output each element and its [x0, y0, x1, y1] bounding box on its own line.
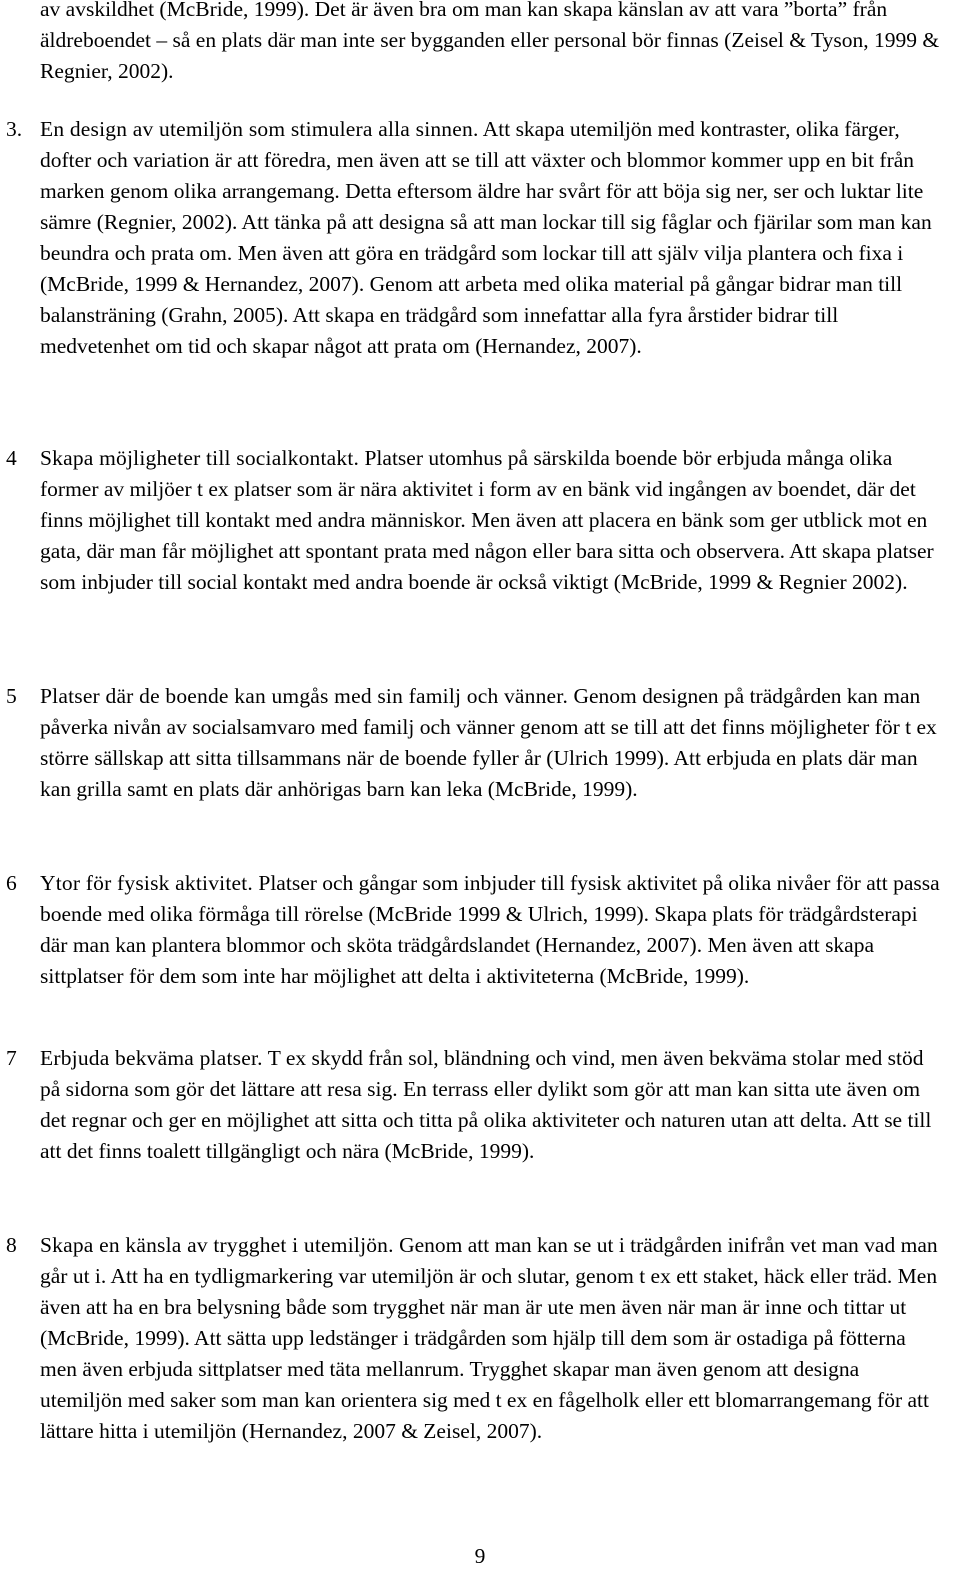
- list-item-body: [40, 1230, 940, 1447]
- list-item-8: [6, 1230, 940, 1447]
- list-item-text: Platser utomhus på särskilda boende bör erbjuda många olika former av miljöer t ex platser som är nära aktivitet i form av en bänk vid ingången av boendet, där det finns möjlighet till kontakt med andra människor. Men även att placera en bänk som ger utblick mot en gata, där man får möjlighet att spontant prata med någon eller bara sitta och observera. Att skapa platser som inbjuder till social kontakt med andra boende är också viktigt (McBride, 1999 & Regnier 2002).: [40, 446, 934, 594]
- list-item-3: [6, 114, 940, 362]
- list-item-heading: Skapa möjligheter till socialkontakt.: [40, 446, 360, 470]
- list-item-4: [6, 443, 940, 598]
- list-item-body: [40, 681, 940, 805]
- list-item-text: Genom att man kan se ut i trädgården inifrån vet man vad man går ut i. Att ha en tydligmarkering var utemiljön är och slutar, genom t ex ett staket, häck eller träd. Men även att ha en bra belysning både som trygghet när man är ute men även när man är inne och tittar ut (McBride, 1999). Att sätta upp ledstänger i trädgården som hjälp till dem som är ostadiga på fötterna men även erbjuda sittplatser med täta mellanrum. Trygghet skapar man även genom att designa utemiljön med saker som man kan orientera sig med t ex en fågelholk eller ett blomarrangemang för att lättare hitta i utemiljön (Hernandez, 2007 & Zeisel, 2007).: [40, 1233, 938, 1443]
- page-number: 9: [474, 1544, 486, 1568]
- list-item-number: 6: [6, 871, 17, 895]
- list-item-heading: Platser där de boende kan umgås med sin familj och vänner.: [40, 684, 569, 708]
- list-item-7: [6, 1043, 940, 1167]
- list-item-text: Att skapa utemiljön med kontraster, olika färger, dofter och variation är att föredra, men även att se till att växter och blommor kommer upp en bit från marken genom olika arrangemang. Detta eftersom äldre har svårt för att böja sig ner, ser och luktar lite sämre (Regnier, 2002). Att tänka på att designa så att man lockar till sig fåglar och fjärilar som man kan beundra och prata om. Men även att göra en trädgård som lockar till att själv vilja plantera och fixa i (McBride, 1999 & Hernandez, 2007). Genom att arbeta med olika material på gångar bidrar man till balansträning (Grahn, 2005). Att skapa en trädgård som innefattar alla fyra årstider bidrar till medvetenhet om tid och skapar något att prata om (Hernandez, 2007).: [40, 117, 932, 358]
- list-item-number: 8: [6, 1233, 17, 1257]
- list-item-body: [40, 443, 940, 598]
- list-item-body: [40, 868, 940, 992]
- list-item-heading: Skapa en känsla av trygghet i utemiljön.: [40, 1233, 394, 1257]
- list-item-heading: Erbjuda bekväma platser.: [40, 1046, 263, 1070]
- list-item-text: Platser och gångar som inbjuder till fysisk aktivitet på olika nivåer för att passa boende med olika förmåga till rörelse (McBride 1999 & Ulrich, 1999). Skapa plats för trädgårdsterapi där man kan plantera blommor och sköta trädgårdslandet (Hernandez, 2007). Men även att skapa sittplatser för dem som inte har möjlighet att delta i aktiviteterna (McBride, 1999).: [40, 871, 940, 988]
- list-item-body: [40, 1043, 940, 1167]
- list-item-number: 4: [6, 446, 17, 470]
- list-item-text: T ex skydd från sol, bländning och vind, men även bekväma stolar med stöd på sidorna som gör det lättare att resa sig. En terrass eller dylikt som gör att man kan sitta ute även om det regnar och ger en möjlighet att sitta och titta på olika aktiviteter och naturen utan att delta. Att se till att det finns toalett tillgängligt och nära (McBride, 1999).: [40, 1046, 932, 1163]
- list-item-number: 5: [6, 684, 17, 708]
- list-item-5: [6, 681, 940, 805]
- intro-paragraph: av avskildhet (McBride, 1999). Det är även bra om man kan skapa känslan av att vara ”borta” från äldreboendet – så en plats där man inte ser bygganden eller personal bör finnas (Zeisel & Tyson, 1999 & Regnier, 2002).: [40, 0, 940, 83]
- list-item-body: [40, 114, 940, 362]
- list-item-heading: En design av utemiljön som stimulera alla sinnen.: [40, 117, 479, 141]
- list-item-text: Genom designen på trädgården kan man påverka nivån av socialsamvaro med familj och vänner genom att se till att det finns möjligheter för t ex större sällskap att sitta tillsammans när de boende fyller år (Ulrich 1999). Att erbjuda en plats där man kan grilla samt en plats där anhörigas barn kan leka (McBride, 1999).: [40, 684, 937, 801]
- list-item-6: [6, 868, 940, 992]
- list-item-heading: Ytor för fysisk aktivitet.: [40, 871, 253, 895]
- list-item-number: 3.: [6, 117, 23, 141]
- list-item-number: 7: [6, 1046, 17, 1070]
